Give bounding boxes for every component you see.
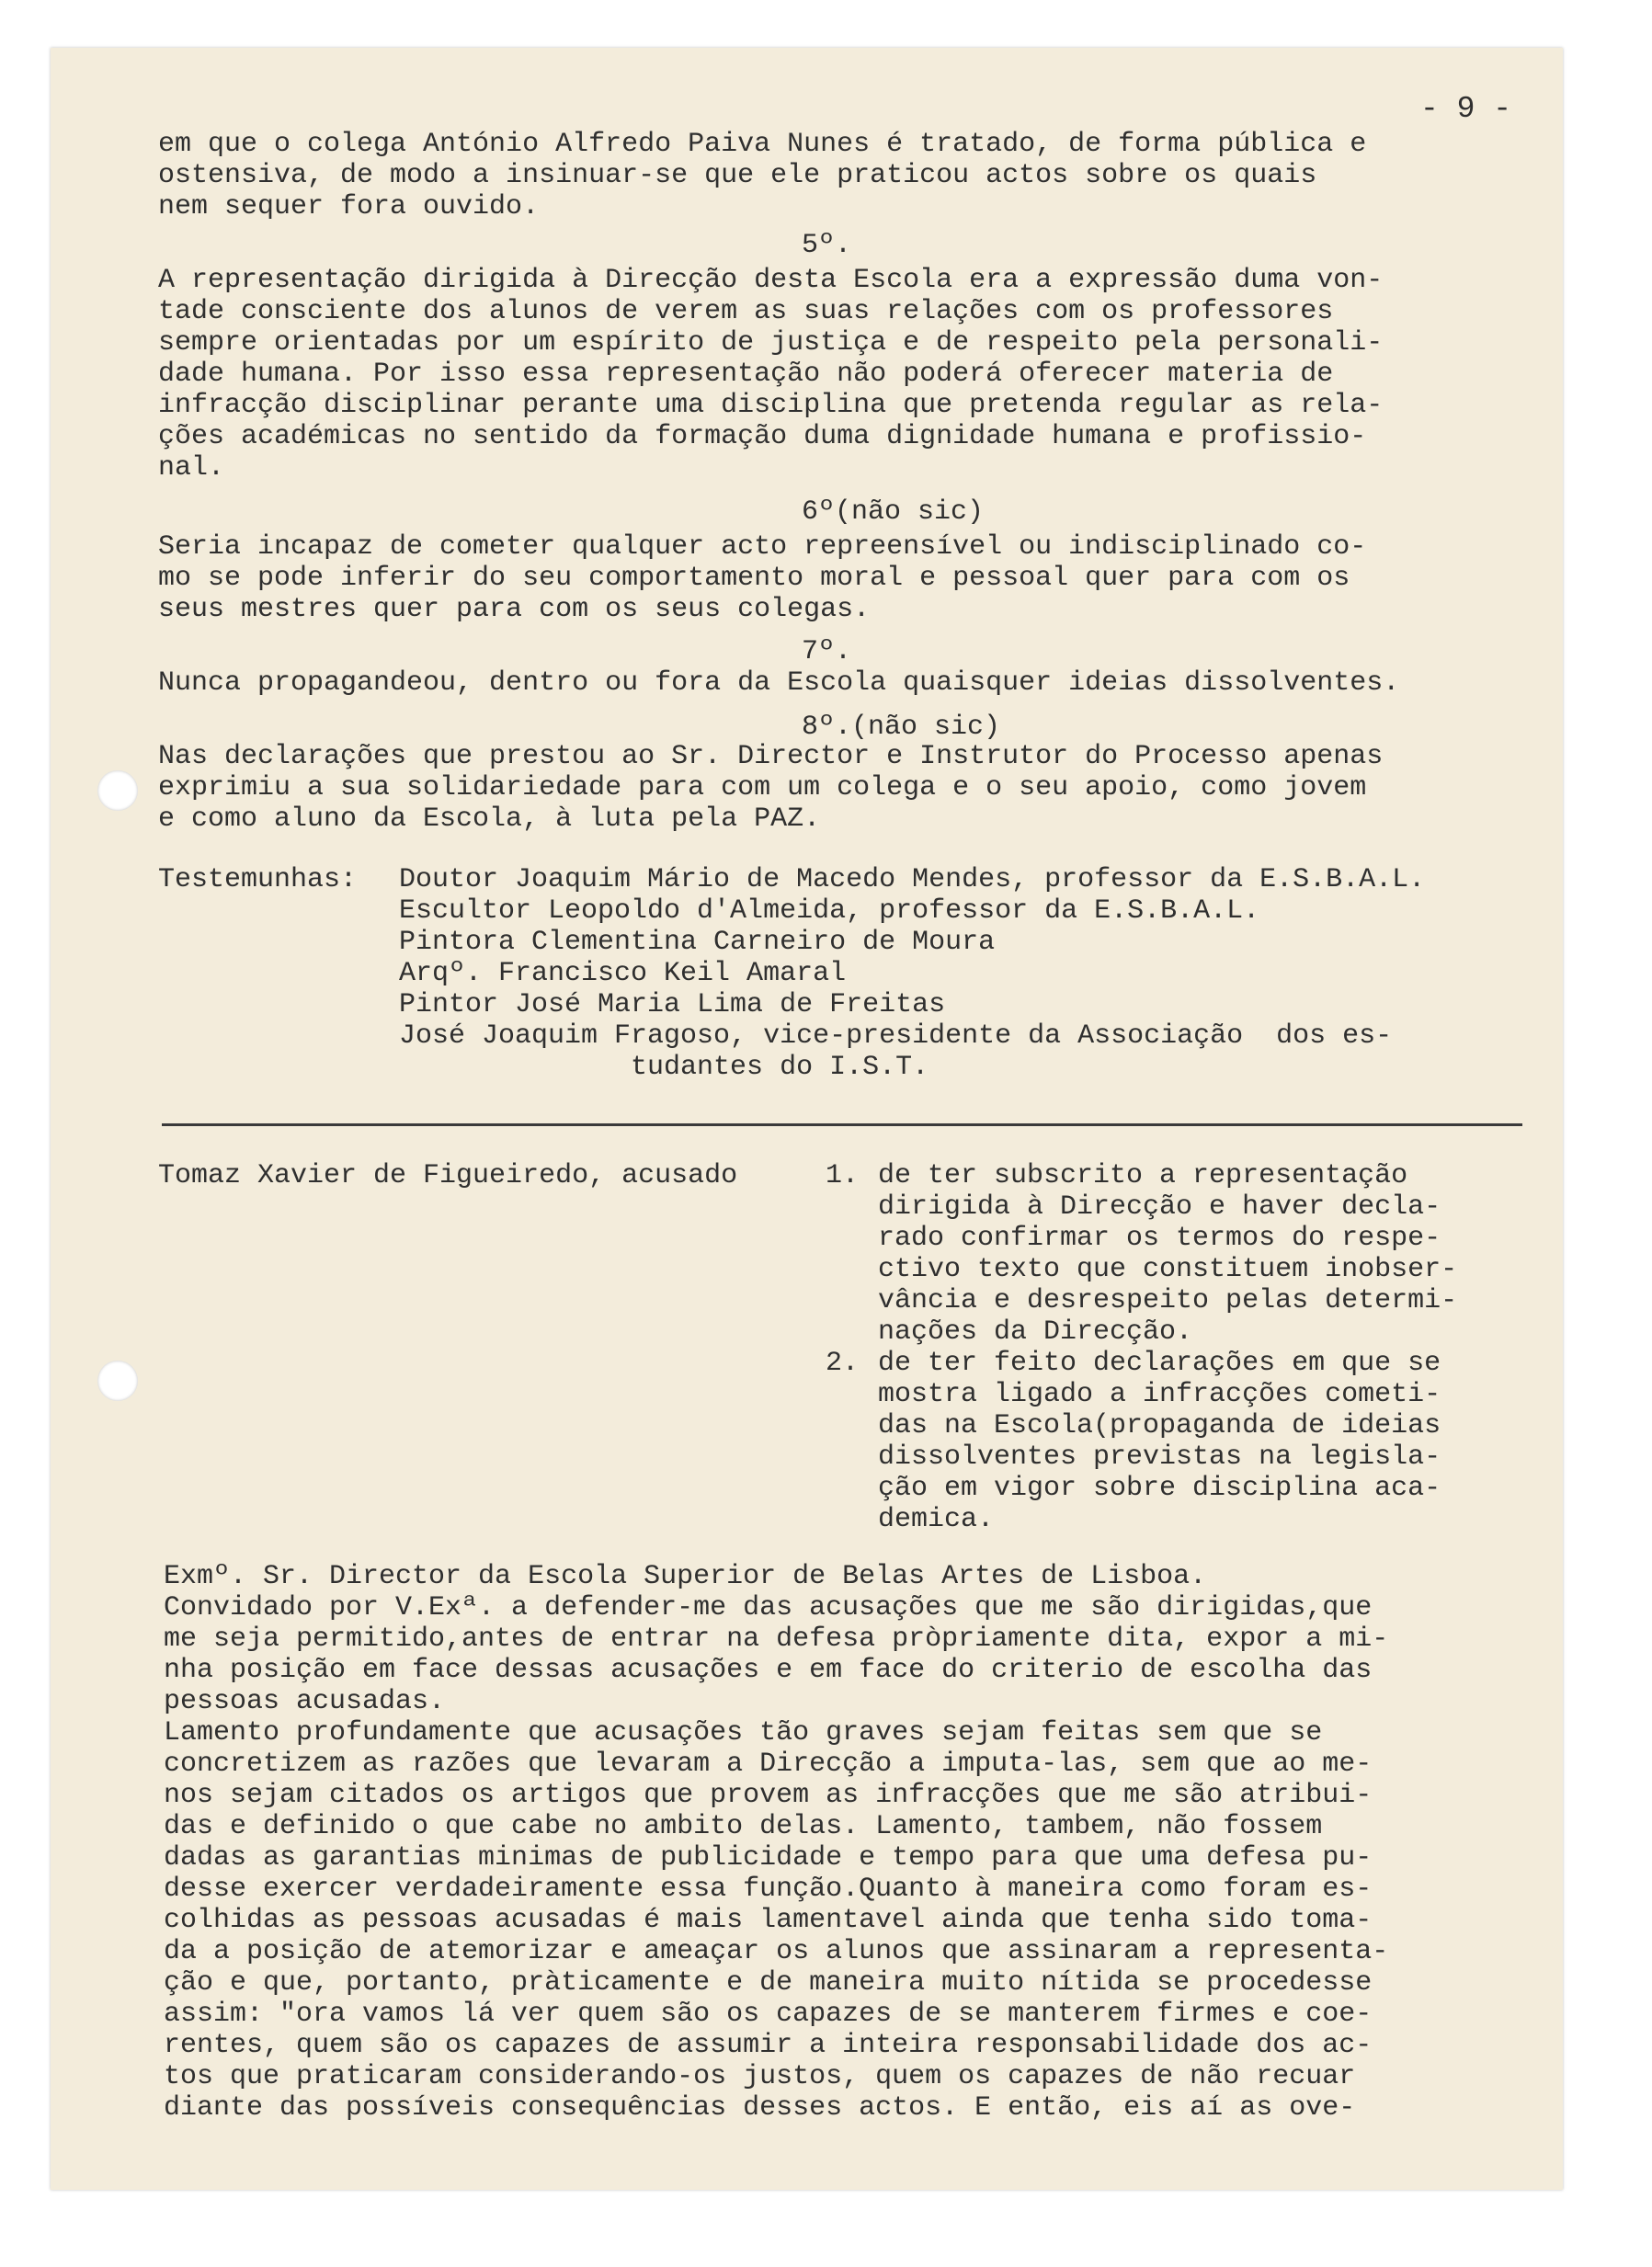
letter-line: Lamento profundamente que acusações tão graves sejam feitas sem que se xyxy=(164,1717,1323,1749)
paragraph-line: exprimiu a sua solidariedade para com um colega e o seu apoio, como jovem xyxy=(158,772,1367,803)
accusation-line: nações da Direcção. xyxy=(878,1316,1193,1348)
paragraph-line: mo se pode inferir do seu comportamento moral e pessoal quer para com os xyxy=(158,563,1350,594)
section-heading: 6º(não sic) xyxy=(802,496,985,528)
witness-line: José Joaquim Fragoso, vice-presidente da Associação dos es- xyxy=(399,1020,1393,1052)
punch-hole xyxy=(97,770,138,811)
letter-line: assim: "ora vamos lá ver quem são os capazes de se manterem firmes e coe- xyxy=(164,1999,1373,2030)
punch-hole xyxy=(97,1361,138,1401)
letter-line: desse exercer verdadeiramente essa função.Quanto à maneira como foram es- xyxy=(164,1874,1373,1905)
letter-line: diante das possíveis consequências desses actos. E então, eis aí as ove- xyxy=(164,2092,1356,2124)
paragraph-line: seus mestres quer para com os seus colegas. xyxy=(158,594,871,625)
paragraph-line: dade humana. Por isso essa representação não poderá oferecer materia de xyxy=(158,359,1334,390)
paragraph-line: e como aluno da Escola, à luta pela PAZ. xyxy=(158,803,821,835)
letter-line: da a posição de atemorizar e ameaçar os alunos que assinaram a representa- xyxy=(164,1936,1389,1967)
accused-name: Tomaz Xavier de Figueiredo, acusado xyxy=(158,1160,738,1191)
letter-line: rentes, quem são os capazes de assumir a inteira responsabilidade dos ac- xyxy=(164,2030,1373,2061)
section-heading: 7º. xyxy=(802,636,852,667)
paragraph-line: Seria incapaz de cometer qualquer acto repreensível ou indisciplinado co- xyxy=(158,531,1367,563)
accusation-line: de ter feito declarações em que se xyxy=(878,1348,1441,1379)
witness-line: Arqº. Francisco Keil Amaral xyxy=(399,958,847,989)
letter-line: colhidas as pessoas acusadas é mais lamentavel ainda que tenha sido toma- xyxy=(164,1905,1373,1936)
accusation-line: rado confirmar os termos do respe- xyxy=(878,1223,1441,1254)
letter-line: ção e que, portanto, pràticamente e de maneira muito nítida se procedesse xyxy=(164,1967,1373,1999)
accusation-line: de ter subscrito a representação xyxy=(878,1160,1408,1191)
paragraph-line: ostensiva, de modo a insinuar-se que ele praticou actos sobre os quais xyxy=(158,160,1317,191)
item-number: 1. xyxy=(826,1160,860,1191)
witness-line: tudantes do I.S.T. xyxy=(399,1052,929,1083)
accusation-line: mostra ligado a infracções cometi- xyxy=(878,1379,1441,1410)
letter-line: tos que praticaram considerando-os justos, quem os capazes de não recuar xyxy=(164,2061,1356,2092)
accusation-line: ção em vigor sobre disciplina aca- xyxy=(878,1473,1441,1504)
accusation-line: demica. xyxy=(878,1504,995,1535)
witnesses-label: Testemunhas: xyxy=(158,864,358,895)
witness-line: Escultor Leopoldo d'Almeida, professor da E.S.B.A.L. xyxy=(399,895,1260,927)
witness-line: Pintor José Maria Lima de Freitas xyxy=(399,989,946,1020)
paragraph-line: Nas declarações que prestou ao Sr. Director e Instrutor do Processo apenas xyxy=(158,741,1384,772)
accusation-line: vância e desrespeito pelas determi- xyxy=(878,1285,1458,1316)
paragraph-line: nal. xyxy=(158,452,225,484)
paragraph-line: ções académicas no sentido da formação duma dignidade humana e profissio- xyxy=(158,421,1367,452)
section-heading: 5º. xyxy=(802,230,852,261)
witness-line: Doutor Joaquim Mário de Macedo Mendes, professor da E.S.B.A.L. xyxy=(399,864,1426,895)
letter-line: nos sejam citados os artigos que provem as infracções que me são atribui- xyxy=(164,1780,1373,1811)
paragraph-line: A representação dirigida à Direcção desta Escola era a expressão duma von- xyxy=(158,265,1384,296)
accusation-line: ctivo texto que constituem inobser- xyxy=(878,1254,1458,1285)
accusation-line: dissolventes previstas na legisla- xyxy=(878,1441,1441,1473)
letter-line: das e definido o que cabe no ambito delas. Lamento, tambem, não fossem xyxy=(164,1811,1323,1842)
accusation-line: dirigida à Direcção e haver decla- xyxy=(878,1191,1441,1223)
letter-line: Convidado por V.Exª. a defender-me das acusações que me são dirigidas,que xyxy=(164,1592,1373,1623)
paragraph-line: em que o colega António Alfredo Paiva Nunes é tratado, de forma pública e xyxy=(158,129,1367,160)
letter-line: nha posição em face dessas acusações e em face do criterio de escolha das xyxy=(164,1655,1373,1686)
page-number: - 9 - xyxy=(1420,92,1512,126)
section-heading: 8º.(não sic) xyxy=(802,712,1001,743)
accusation-line: das na Escola(propaganda de ideias xyxy=(878,1410,1441,1441)
letter-line: me seja permitido,antes de entrar na defesa pròpriamente dita, expor a mi- xyxy=(164,1623,1389,1655)
section-divider xyxy=(162,1123,1522,1126)
paragraph-line: sempre orientadas por um espírito de justiça e de respeito pela personali- xyxy=(158,327,1384,359)
item-number: 2. xyxy=(826,1348,860,1379)
paragraph-line: infracção disciplinar perante uma disciplina que pretenda regular as rela- xyxy=(158,390,1384,421)
paragraph-line: nem sequer fora ouvido. xyxy=(158,191,540,222)
letter-line: concretizem as razões que levaram a Direcção a imputa-las, sem que ao me- xyxy=(164,1749,1373,1780)
witness-line: Pintora Clementina Carneiro de Moura xyxy=(399,927,996,958)
salutation: Exmº. Sr. Director da Escola Superior de Belas Artes de Lisboa. xyxy=(164,1561,1207,1592)
paragraph-line: tade consciente dos alunos de verem as suas relações com os professores xyxy=(158,296,1334,327)
letter-line: pessoas acusadas. xyxy=(164,1686,446,1717)
letter-line: dadas as garantias minimas de publicidade e tempo para que uma defesa pu- xyxy=(164,1842,1373,1874)
paragraph-line: Nunca propagandeou, dentro ou fora da Escola quaisquer ideias dissolventes. xyxy=(158,667,1400,699)
